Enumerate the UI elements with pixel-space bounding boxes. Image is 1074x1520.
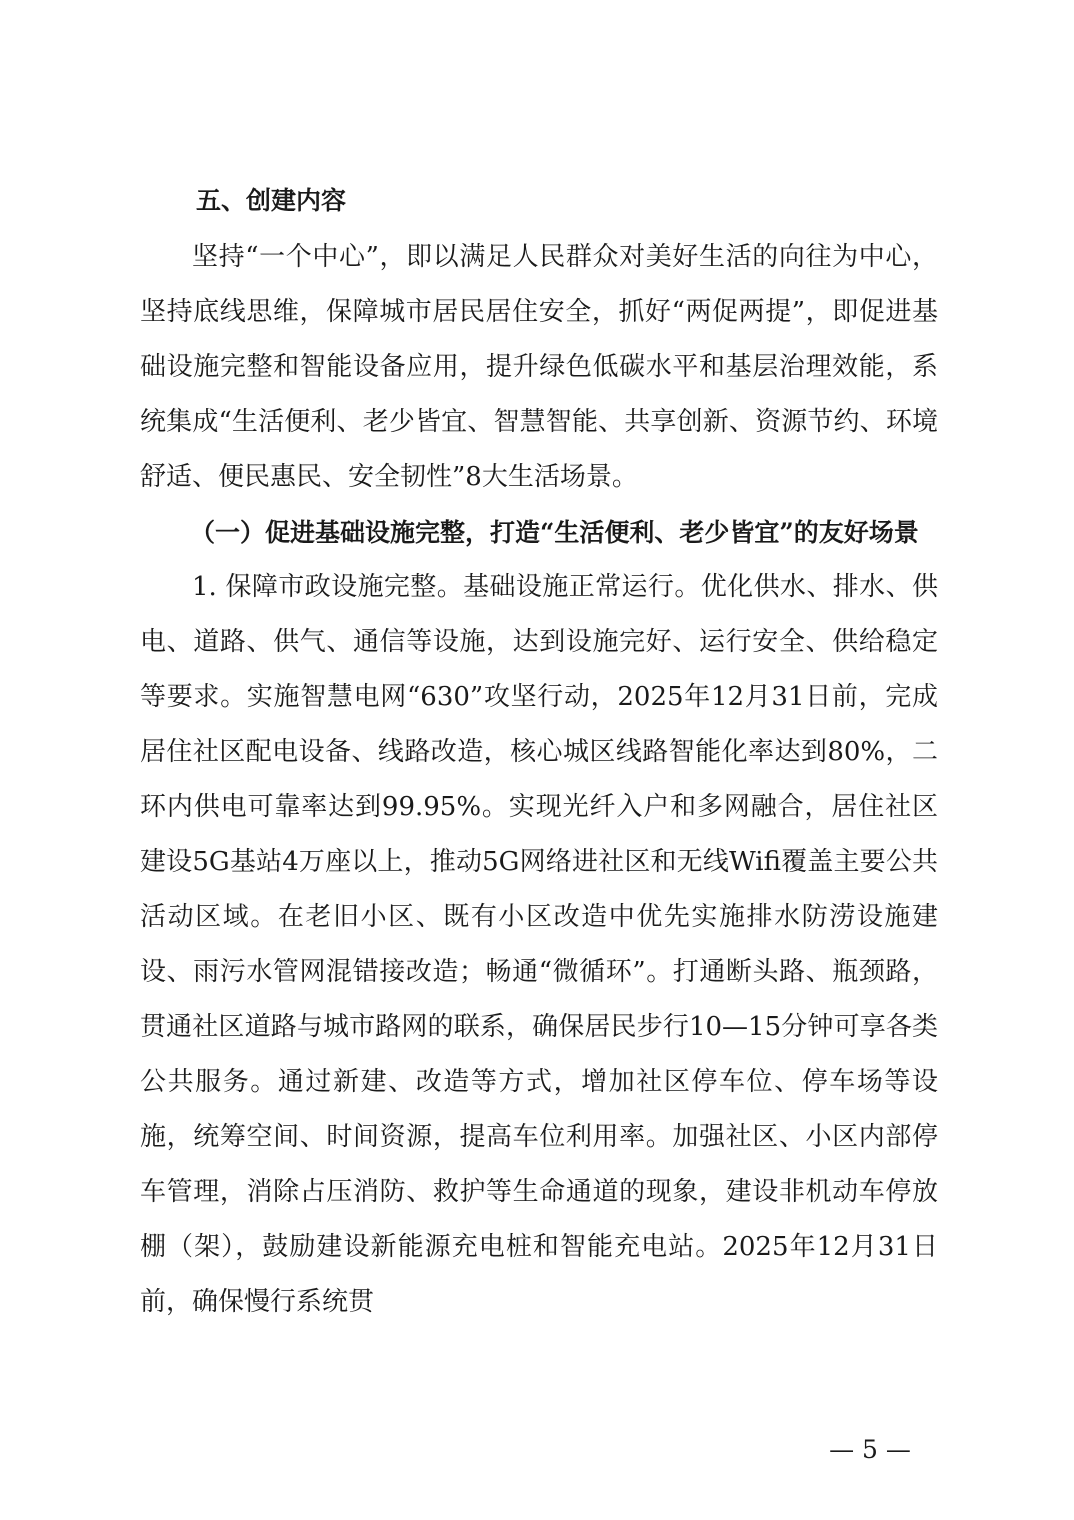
section-heading: 五、创建内容 [196,186,347,215]
intro-paragraph: 坚持“一个中心”，即以满足人民群众对美好生活的向往为中心，坚持底线思维，保障城市居民居住安全，抓好“两促两提”，即促进基础设施完整和智能设备应用，提升绿色低碳水平和基层治理效能，系统集成“生活便利、老少皆宜、智慧智能、共享创新、资源节约、环境舒适、便民惠民、安全韧性”8大生活场景。 [140,242,938,492]
page-body [140,172,938,1330]
page-number: — 5 — [829,1435,911,1464]
subsection-heading: （一）促进基础设施完整，打造“生活便利、老少皆宜”的友好场景 [190,518,919,547]
item-1-paragraph: 1. 保障市政设施完整。基础设施正常运行。优化供水、排水、供电、道路、供气、通信等设施，达到设施完好、运行安全、供给稳定等要求。实施智慧电网“630”攻坚行动，2025年12月31日前，完成居住社区配电设备、线路改造，核心城区线路智能化率达到80%，二环内供电可靠率达到99.95%。实现光纤入户和多网融合，居住社区建设5G基站4万座以上，推动5G网络进社区和无线Wifi覆盖主要公共活动区域。在老旧小区、既有小区改造中优先实施排水防涝设施建设、雨污水管网混错接改造；畅通“微循环”。打通断头路、瓶颈路，贯通社区道路与城市路网的联系，确保居民步行10—15分钟可享各类公共服务。通过新建、改造等方式，增加社区停车位、停车场等设施，统筹空间、时间资源，提高车位利用率。加强社区、小区内部停车管理，消除占压消防、救护等生命通道的现象，建设非机动车停放棚（架），鼓励建设新能源充电桩和智能充电站。2025年12月31日前，确保慢行系统贯 [140,572,938,1317]
